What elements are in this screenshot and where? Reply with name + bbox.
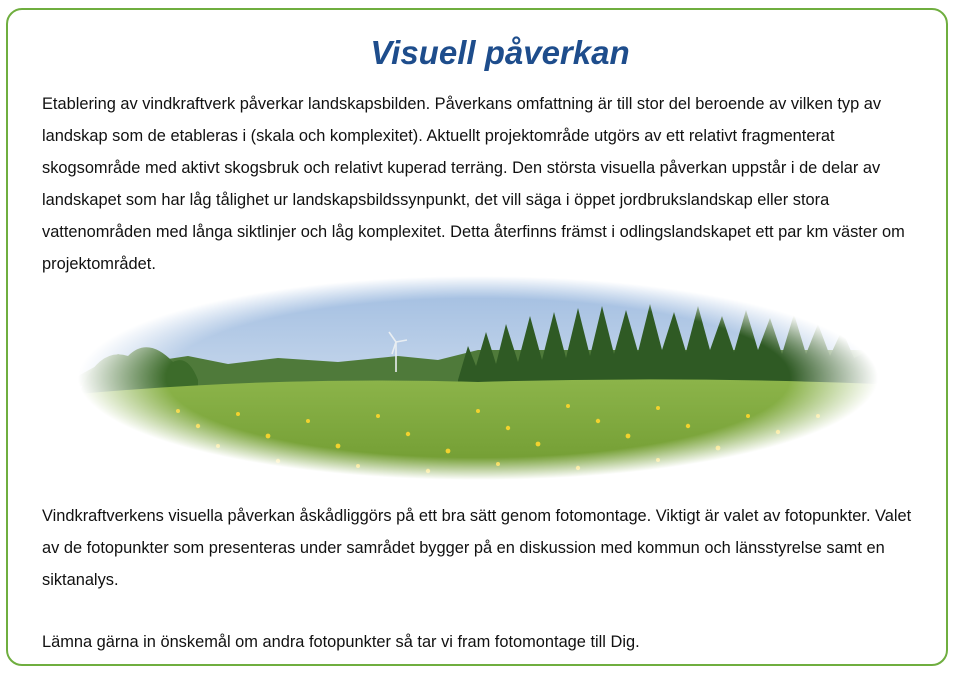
request-paragraph: Lämna gärna in önskemål om andra fotopunkter så tar vi fram fotomontage till Dig. [42,633,640,651]
intro-paragraph: Etablering av vindkraftverk påverkar landskapsbilden. Påverkans omfattning är till stor del beroende av vilken typ av landskap som de etableras i (skala och komplexitet). Aktuellt projektområde utgörs av ett relativt fragmenterat skogsområde med aktivt skogsbruk och relativt kuperad terräng. Den största visuella påverkan uppstår i de delar av landskapet som har låg tålighet ur landskapsbildssynpunkt, det vill säga i öppet jordbrukslandskap eller stora vattenområden med långa siktlinjer och låg komplexitet. Detta återfinns främst i odlingslandskapet ett par km väster om projektområdet. [42,95,905,273]
photomontage-paragraph: Vindkraftverkens visuella påverkan åskådliggörs på ett bra sätt genom fotomontage. Viktigt är valet av fotopunkter. Valet av de fotopunkter som presenteras under samrådet bygger på en diskussion med kommun och länsstyrelse samt en siktanalys. [42,507,912,589]
page-title: Visuell påverkan [370,34,630,71]
landscape-photo [78,276,878,480]
